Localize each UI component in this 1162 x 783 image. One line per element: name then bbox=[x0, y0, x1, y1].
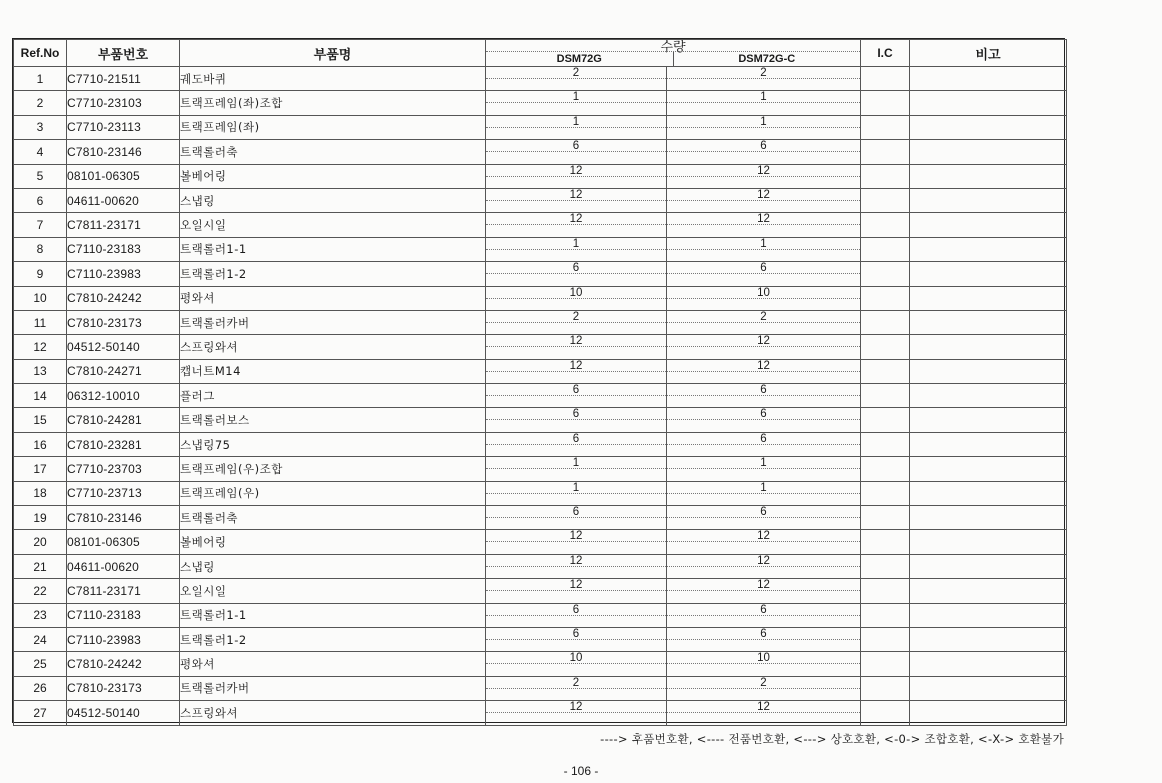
part-name-cell: 트랙롤러축 bbox=[180, 140, 486, 164]
qty-model-a-cell: 10 bbox=[486, 652, 667, 676]
table-row bbox=[14, 627, 1067, 651]
remarks-cell bbox=[910, 627, 1067, 651]
table-row bbox=[14, 701, 1067, 725]
header-ref-no: Ref.No bbox=[14, 40, 67, 67]
part-name-cell: 트랙롤러1-2 bbox=[180, 627, 486, 651]
ic-cell bbox=[861, 554, 910, 578]
ic-cell bbox=[861, 91, 910, 115]
part-number-cell: C7811-23171 bbox=[67, 213, 180, 237]
header-quantity: 수량 bbox=[660, 40, 686, 55]
qty-model-a-cell: 12 bbox=[486, 701, 667, 725]
ref-cell: 26 bbox=[14, 676, 67, 700]
qty-model-b-cell: 12 bbox=[667, 579, 861, 603]
ref-cell: 20 bbox=[14, 530, 67, 554]
part-number-cell: C7810-23281 bbox=[67, 432, 180, 456]
table-row bbox=[14, 335, 1067, 359]
part-name-cell: 트랙롤러1-1 bbox=[180, 237, 486, 261]
ic-cell bbox=[861, 652, 910, 676]
qty-model-a-cell: 1 bbox=[486, 115, 667, 139]
qty-model-a-cell: 12 bbox=[486, 164, 667, 188]
qty-model-b-cell: 2 bbox=[667, 310, 861, 334]
ref-cell: 6 bbox=[14, 188, 67, 212]
remarks-cell bbox=[910, 530, 1067, 554]
ref-cell: 8 bbox=[14, 237, 67, 261]
ic-cell bbox=[861, 481, 910, 505]
table-row bbox=[14, 481, 1067, 505]
part-name-cell: 스냅링 bbox=[180, 188, 486, 212]
qty-model-a-cell: 6 bbox=[486, 262, 667, 286]
ic-cell bbox=[861, 676, 910, 700]
table-row bbox=[14, 652, 1067, 676]
ic-cell bbox=[861, 335, 910, 359]
ic-cell bbox=[861, 457, 910, 481]
part-name-cell: 오일시일 bbox=[180, 213, 486, 237]
remarks-cell bbox=[910, 579, 1067, 603]
ic-cell bbox=[861, 115, 910, 139]
header-ic: I.C bbox=[861, 40, 910, 67]
qty-model-b-cell: 2 bbox=[667, 676, 861, 700]
ref-cell: 15 bbox=[14, 408, 67, 432]
ic-cell bbox=[861, 530, 910, 554]
table-row bbox=[14, 213, 1067, 237]
ref-cell: 18 bbox=[14, 481, 67, 505]
part-name-cell: 트랙롤러1-1 bbox=[180, 603, 486, 627]
table-row bbox=[14, 554, 1067, 578]
remarks-cell bbox=[910, 237, 1067, 261]
ref-cell: 17 bbox=[14, 457, 67, 481]
part-name-cell: 오일시일 bbox=[180, 579, 486, 603]
qty-model-a-cell: 6 bbox=[486, 603, 667, 627]
part-number-cell: 04512-50140 bbox=[67, 335, 180, 359]
remarks-cell bbox=[910, 115, 1067, 139]
remarks-cell bbox=[910, 384, 1067, 408]
remarks-cell bbox=[910, 701, 1067, 725]
part-number-cell: C7810-23173 bbox=[67, 676, 180, 700]
interchangeability-legend: ----> 후품번호환, <---- 전품번호환, <---> 상호호환, <-0-> 조합호환, <-X-> 호환불가 bbox=[600, 732, 1064, 746]
header-remarks: 비고 bbox=[910, 40, 1067, 67]
parts-table bbox=[13, 39, 1067, 726]
remarks-cell bbox=[910, 603, 1067, 627]
part-name-cell: 스프링와셔 bbox=[180, 335, 486, 359]
table-row bbox=[14, 237, 1067, 261]
table-row bbox=[14, 67, 1067, 91]
part-name-cell: 트랙롤러카버 bbox=[180, 310, 486, 334]
ic-cell bbox=[861, 286, 910, 310]
part-number-cell: 08101-06305 bbox=[67, 164, 180, 188]
part-number-cell: 04512-50140 bbox=[67, 701, 180, 725]
table-row bbox=[14, 140, 1067, 164]
ref-cell: 4 bbox=[14, 140, 67, 164]
part-name-cell: 볼베어링 bbox=[180, 164, 486, 188]
ic-cell bbox=[861, 310, 910, 334]
table-body bbox=[14, 67, 1067, 726]
ic-cell bbox=[861, 603, 910, 627]
part-number-cell: C7110-23983 bbox=[67, 627, 180, 651]
qty-model-a-cell: 12 bbox=[486, 579, 667, 603]
qty-model-b-cell: 1 bbox=[667, 481, 861, 505]
ic-cell bbox=[861, 627, 910, 651]
part-name-cell: 평와셔 bbox=[180, 286, 486, 310]
header-model-b: DSM72G-C bbox=[673, 52, 861, 66]
remarks-cell bbox=[910, 67, 1067, 91]
part-number-cell: C7810-24281 bbox=[67, 408, 180, 432]
ref-cell: 7 bbox=[14, 213, 67, 237]
table-row bbox=[14, 359, 1067, 383]
table-row bbox=[14, 408, 1067, 432]
qty-model-b-cell: 1 bbox=[667, 237, 861, 261]
remarks-cell bbox=[910, 91, 1067, 115]
table-row bbox=[14, 164, 1067, 188]
part-name-cell: 트랙프레임(우) bbox=[180, 481, 486, 505]
table-row bbox=[14, 188, 1067, 212]
part-number-cell: C7710-23113 bbox=[67, 115, 180, 139]
qty-model-a-cell: 6 bbox=[486, 432, 667, 456]
parts-list-sheet bbox=[12, 38, 1065, 723]
qty-model-b-cell: 1 bbox=[667, 91, 861, 115]
ref-cell: 11 bbox=[14, 310, 67, 334]
qty-model-b-cell: 2 bbox=[667, 67, 861, 91]
part-name-cell: 트랙프레임(좌) bbox=[180, 115, 486, 139]
qty-model-b-cell: 12 bbox=[667, 701, 861, 725]
remarks-cell bbox=[910, 481, 1067, 505]
ref-cell: 16 bbox=[14, 432, 67, 456]
qty-model-b-cell: 12 bbox=[667, 335, 861, 359]
qty-model-a-cell: 2 bbox=[486, 67, 667, 91]
ref-cell: 24 bbox=[14, 627, 67, 651]
table-row bbox=[14, 530, 1067, 554]
remarks-cell bbox=[910, 432, 1067, 456]
table-row bbox=[14, 579, 1067, 603]
part-name-cell: 트랙프레임(우)조합 bbox=[180, 457, 486, 481]
qty-model-b-cell: 6 bbox=[667, 408, 861, 432]
ref-cell: 9 bbox=[14, 262, 67, 286]
qty-model-a-cell: 6 bbox=[486, 506, 667, 530]
qty-model-b-cell: 12 bbox=[667, 164, 861, 188]
remarks-cell bbox=[910, 310, 1067, 334]
remarks-cell bbox=[910, 408, 1067, 432]
part-number-cell: C7710-21511 bbox=[67, 67, 180, 91]
table-row bbox=[14, 432, 1067, 456]
qty-model-a-cell: 12 bbox=[486, 213, 667, 237]
qty-model-b-cell: 6 bbox=[667, 384, 861, 408]
part-number-cell: C7810-23146 bbox=[67, 140, 180, 164]
ref-cell: 19 bbox=[14, 506, 67, 530]
ref-cell: 12 bbox=[14, 335, 67, 359]
remarks-cell bbox=[910, 457, 1067, 481]
ref-cell: 27 bbox=[14, 701, 67, 725]
ref-cell: 13 bbox=[14, 359, 67, 383]
ic-cell bbox=[861, 384, 910, 408]
qty-model-a-cell: 2 bbox=[486, 676, 667, 700]
ref-cell: 1 bbox=[14, 67, 67, 91]
table-row bbox=[14, 506, 1067, 530]
part-name-cell: 캡너트M14 bbox=[180, 359, 486, 383]
ic-cell bbox=[861, 213, 910, 237]
ref-cell: 14 bbox=[14, 384, 67, 408]
part-name-cell: 트랙롤러축 bbox=[180, 506, 486, 530]
qty-model-b-cell: 6 bbox=[667, 140, 861, 164]
part-number-cell: C7710-23103 bbox=[67, 91, 180, 115]
qty-model-b-cell: 10 bbox=[667, 286, 861, 310]
part-number-cell: C7710-23713 bbox=[67, 481, 180, 505]
ic-cell bbox=[861, 579, 910, 603]
part-number-cell: C7110-23183 bbox=[67, 603, 180, 627]
table-row bbox=[14, 310, 1067, 334]
table-row bbox=[14, 286, 1067, 310]
qty-model-b-cell: 10 bbox=[667, 652, 861, 676]
remarks-cell bbox=[910, 652, 1067, 676]
remarks-cell bbox=[910, 359, 1067, 383]
ic-cell bbox=[861, 408, 910, 432]
remarks-cell bbox=[910, 335, 1067, 359]
table-row bbox=[14, 676, 1067, 700]
table-row bbox=[14, 91, 1067, 115]
remarks-cell bbox=[910, 554, 1067, 578]
ic-cell bbox=[861, 237, 910, 261]
part-name-cell: 평와셔 bbox=[180, 652, 486, 676]
ic-cell bbox=[861, 140, 910, 164]
ic-cell bbox=[861, 262, 910, 286]
part-name-cell: 트랙프레임(좌)조합 bbox=[180, 91, 486, 115]
ic-cell bbox=[861, 506, 910, 530]
qty-model-b-cell: 6 bbox=[667, 506, 861, 530]
part-number-cell: C7110-23183 bbox=[67, 237, 180, 261]
part-number-cell: C7811-23171 bbox=[67, 579, 180, 603]
part-number-cell: C7810-24271 bbox=[67, 359, 180, 383]
part-name-cell: 스냅링75 bbox=[180, 432, 486, 456]
ref-cell: 3 bbox=[14, 115, 67, 139]
part-name-cell: 스프링와셔 bbox=[180, 701, 486, 725]
qty-model-b-cell: 12 bbox=[667, 530, 861, 554]
qty-model-b-cell: 12 bbox=[667, 213, 861, 237]
part-number-cell: C7810-24242 bbox=[67, 286, 180, 310]
ref-cell: 21 bbox=[14, 554, 67, 578]
ic-cell bbox=[861, 164, 910, 188]
header-part-name: 부품명 bbox=[180, 40, 486, 67]
part-number-cell: C7710-23703 bbox=[67, 457, 180, 481]
qty-model-a-cell: 12 bbox=[486, 188, 667, 212]
header-quantity-group bbox=[486, 40, 861, 67]
qty-model-a-cell: 12 bbox=[486, 335, 667, 359]
qty-model-b-cell: 6 bbox=[667, 627, 861, 651]
qty-model-a-cell: 12 bbox=[486, 554, 667, 578]
part-name-cell: 트랙롤러카버 bbox=[180, 676, 486, 700]
qty-model-a-cell: 12 bbox=[486, 530, 667, 554]
ref-cell: 2 bbox=[14, 91, 67, 115]
table-row bbox=[14, 262, 1067, 286]
qty-model-b-cell: 6 bbox=[667, 262, 861, 286]
qty-model-b-cell: 12 bbox=[667, 359, 861, 383]
table-row bbox=[14, 603, 1067, 627]
page-number: - 106 - bbox=[563, 764, 599, 778]
ref-cell: 10 bbox=[14, 286, 67, 310]
part-name-cell: 볼베어링 bbox=[180, 530, 486, 554]
qty-model-a-cell: 6 bbox=[486, 408, 667, 432]
remarks-cell bbox=[910, 188, 1067, 212]
part-name-cell: 플러그 bbox=[180, 384, 486, 408]
qty-model-a-cell: 6 bbox=[486, 627, 667, 651]
qty-model-b-cell: 1 bbox=[667, 457, 861, 481]
remarks-cell bbox=[910, 140, 1067, 164]
remarks-cell bbox=[910, 213, 1067, 237]
qty-model-b-cell: 12 bbox=[667, 554, 861, 578]
part-name-cell: 트랙롤러1-2 bbox=[180, 262, 486, 286]
ic-cell bbox=[861, 188, 910, 212]
qty-model-b-cell: 1 bbox=[667, 115, 861, 139]
qty-model-a-cell: 6 bbox=[486, 140, 667, 164]
remarks-cell bbox=[910, 262, 1067, 286]
remarks-cell bbox=[910, 164, 1067, 188]
ic-cell bbox=[861, 432, 910, 456]
part-name-cell: 궤도바퀴 bbox=[180, 67, 486, 91]
table-row bbox=[14, 457, 1067, 481]
header-model-columns bbox=[486, 51, 860, 66]
header-model-a: DSM72G bbox=[556, 53, 602, 65]
part-number-cell: C7810-23146 bbox=[67, 506, 180, 530]
ic-cell bbox=[861, 67, 910, 91]
qty-model-a-cell: 2 bbox=[486, 310, 667, 334]
ref-cell: 25 bbox=[14, 652, 67, 676]
qty-model-a-cell: 1 bbox=[486, 91, 667, 115]
ref-cell: 23 bbox=[14, 603, 67, 627]
qty-model-b-cell: 6 bbox=[667, 603, 861, 627]
header-part-number: 부품번호 bbox=[67, 40, 180, 67]
ref-cell: 5 bbox=[14, 164, 67, 188]
ic-cell bbox=[861, 701, 910, 725]
part-number-cell: C7810-24242 bbox=[67, 652, 180, 676]
qty-model-a-cell: 12 bbox=[486, 359, 667, 383]
part-name-cell: 스냅링 bbox=[180, 554, 486, 578]
part-number-cell: C7810-23173 bbox=[67, 310, 180, 334]
table-header bbox=[14, 40, 1067, 67]
table-row bbox=[14, 384, 1067, 408]
part-number-cell: 04611-00620 bbox=[67, 554, 180, 578]
qty-model-a-cell: 1 bbox=[486, 237, 667, 261]
remarks-cell bbox=[910, 676, 1067, 700]
qty-model-a-cell: 1 bbox=[486, 481, 667, 505]
part-number-cell: 04611-00620 bbox=[67, 188, 180, 212]
qty-model-a-cell: 10 bbox=[486, 286, 667, 310]
qty-model-b-cell: 6 bbox=[667, 432, 861, 456]
ref-cell: 22 bbox=[14, 579, 67, 603]
remarks-cell bbox=[910, 506, 1067, 530]
ic-cell bbox=[861, 359, 910, 383]
part-number-cell: 06312-10010 bbox=[67, 384, 180, 408]
part-number-cell: 08101-06305 bbox=[67, 530, 180, 554]
part-name-cell: 트랙롤러보스 bbox=[180, 408, 486, 432]
table-row bbox=[14, 115, 1067, 139]
qty-model-a-cell: 6 bbox=[486, 384, 667, 408]
qty-model-b-cell: 12 bbox=[667, 188, 861, 212]
remarks-cell bbox=[910, 286, 1067, 310]
part-number-cell: C7110-23983 bbox=[67, 262, 180, 286]
qty-model-a-cell: 1 bbox=[486, 457, 667, 481]
